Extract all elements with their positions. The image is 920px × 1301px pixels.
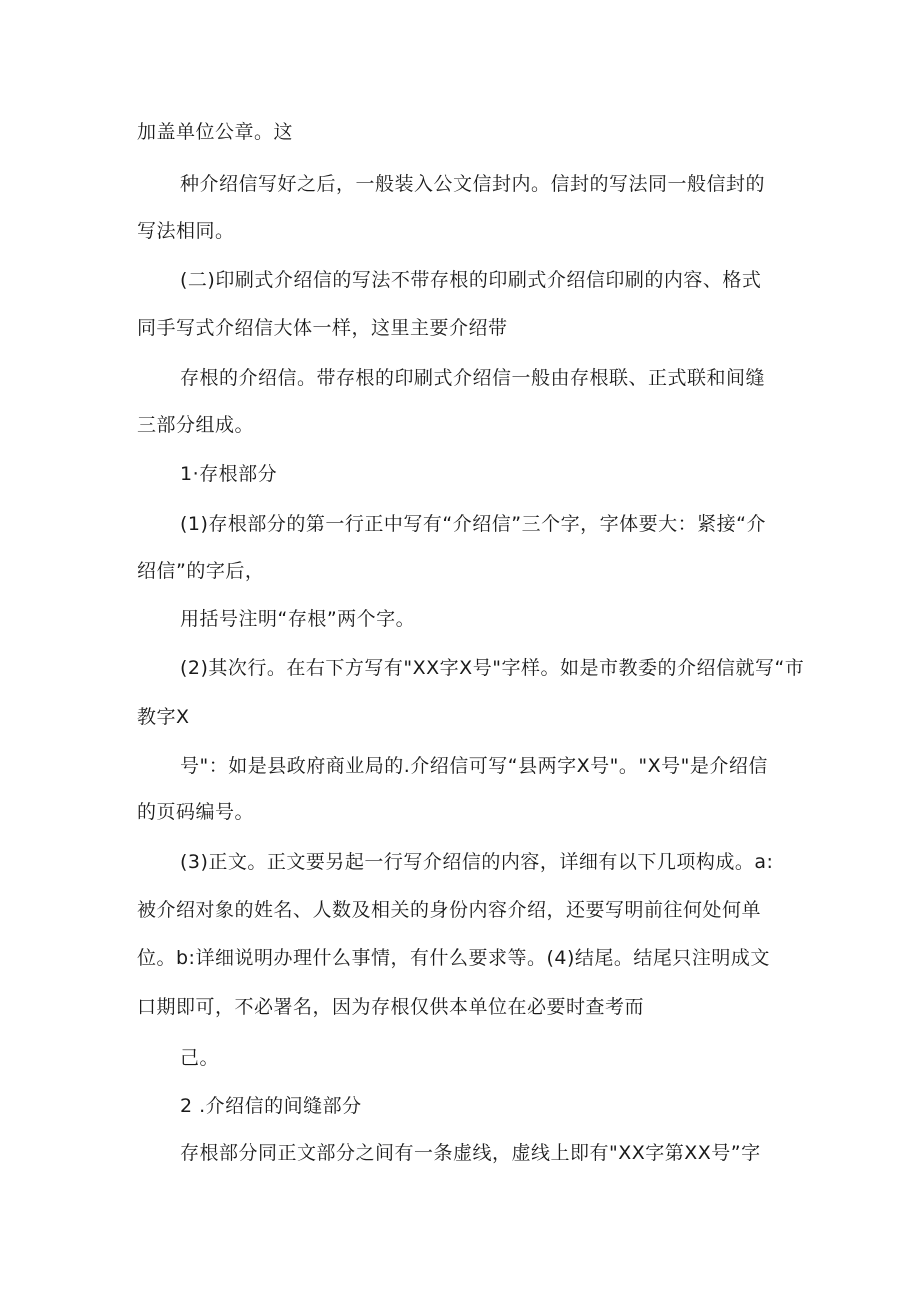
text-line: (3)正文。正文要另起一行写介绍信的内容，详细有以下几项构成。a: xyxy=(180,851,774,873)
text-line: 口期即可，不必署名，因为存根仅供本单位在必要时查考而 xyxy=(137,996,645,1018)
text-line: 加盖单位公章。这 xyxy=(137,121,294,143)
text-line: (2)其次行。在右下方写有"XX字X号"字样。如是市教委的介绍信就写“市 xyxy=(180,657,805,679)
text-line: 三部分组成。 xyxy=(137,414,255,436)
text-line: 绍信”的字后， xyxy=(137,560,265,582)
text-line: 存根部分同正文部分之间有一条虚线，虚线上即有"XX字第XX号”字 xyxy=(180,1142,761,1164)
text-line: 的页码编号。 xyxy=(137,801,255,823)
text-line: 号"：如是县政府商业局的.介绍信可写“县两字X号"。"X号"是介绍信 xyxy=(180,755,768,777)
text-line: 己。 xyxy=(180,1047,220,1069)
section-heading: 2 .介绍信的间缝部分 xyxy=(180,1095,362,1117)
text-line: (二)印刷式介绍信的写法不带存根的印刷式介绍信印刷的内容、格式 xyxy=(180,269,762,291)
text-line: 位。b:详细说明办理什么事情，有什么要求等。(4)结尾。结尾只注明成文 xyxy=(137,947,770,969)
text-line: 同手写式介绍信大体一样，这里主要介绍带 xyxy=(137,317,508,339)
section-heading: 1·存根部分 xyxy=(180,463,278,485)
text-line: 教字X xyxy=(137,706,190,728)
text-line: (1)存根部分的第一行正中写有“介绍信”三个字，字体要大：紧接“介 xyxy=(180,513,766,535)
text-line: 用括号注明“存根”两个字。 xyxy=(180,608,416,630)
text-line: 被介绍对象的姓名、人数及相关的身份内容介绍，还要写明前往何处何单 xyxy=(137,899,762,921)
text-line: 存根的介绍信。带存根的印刷式介绍信一般由存根联、正式联和间缝 xyxy=(180,367,766,389)
text-line: 写法相同。 xyxy=(137,220,235,242)
text-line: 种介绍信写好之后，一般装入公文信封内。信封的写法同一般信封的 xyxy=(180,173,766,195)
